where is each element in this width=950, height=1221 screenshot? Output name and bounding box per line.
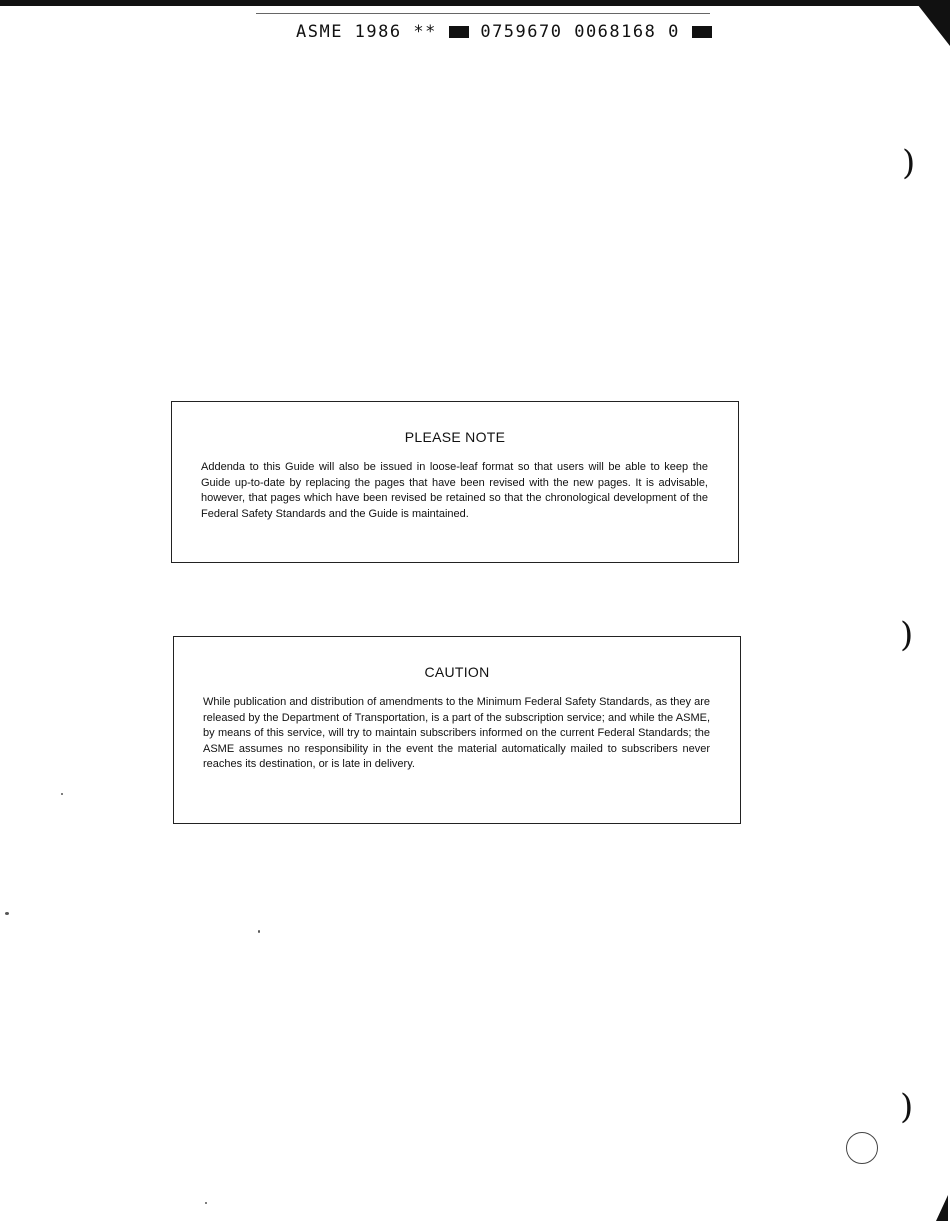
caution-box <box>173 636 741 824</box>
redaction-block <box>692 26 712 38</box>
caution-body: While publication and distribution of amendments to the Minimum Federal Safety Standards, as they are released by the Department of Transportation, is a part of the subscription service; and while the ASME, by means of this service, will try to maintain subscribers informed on the current Federal Standards; the ASME assumes no responsibility in the event the material automatically mailed to subscribers never reaches its destination, or is late in delivery. <box>203 696 710 770</box>
caution-title: CAUTION <box>424 664 490 680</box>
document-code-number: 0759670 0068168 0 <box>480 22 680 42</box>
header-rule <box>256 13 710 14</box>
binder-hole-mark: ) <box>902 143 916 183</box>
scan-top-edge <box>0 0 950 6</box>
redaction-block <box>449 26 469 38</box>
please-note-body: Addenda to this Guide will also be issued in loose-leaf format so that users will be able to keep the Guide up-to-date by replacing the pages that have been revised with the new pages. It is advisable, however, that pages which have been revised be retained so that the chronological development of the Federal Safety Standards and the Guide is maintained. <box>201 461 708 520</box>
scan-speck <box>5 912 9 915</box>
please-note-title: PLEASE NOTE <box>404 429 506 445</box>
scan-speck <box>258 930 260 933</box>
scan-speck <box>61 793 63 795</box>
binder-hole-mark: ) <box>900 615 914 655</box>
scan-speck <box>205 1202 207 1204</box>
page-stamp-circle <box>846 1132 878 1164</box>
document-code-header <box>296 22 712 42</box>
binder-hole-mark: ) <box>900 1087 914 1127</box>
scan-corner-shadow <box>936 1195 948 1221</box>
scan-corner-shadow <box>914 0 950 46</box>
document-code-prefix: ASME 1986 ** <box>296 22 437 42</box>
please-note-box <box>171 401 739 563</box>
